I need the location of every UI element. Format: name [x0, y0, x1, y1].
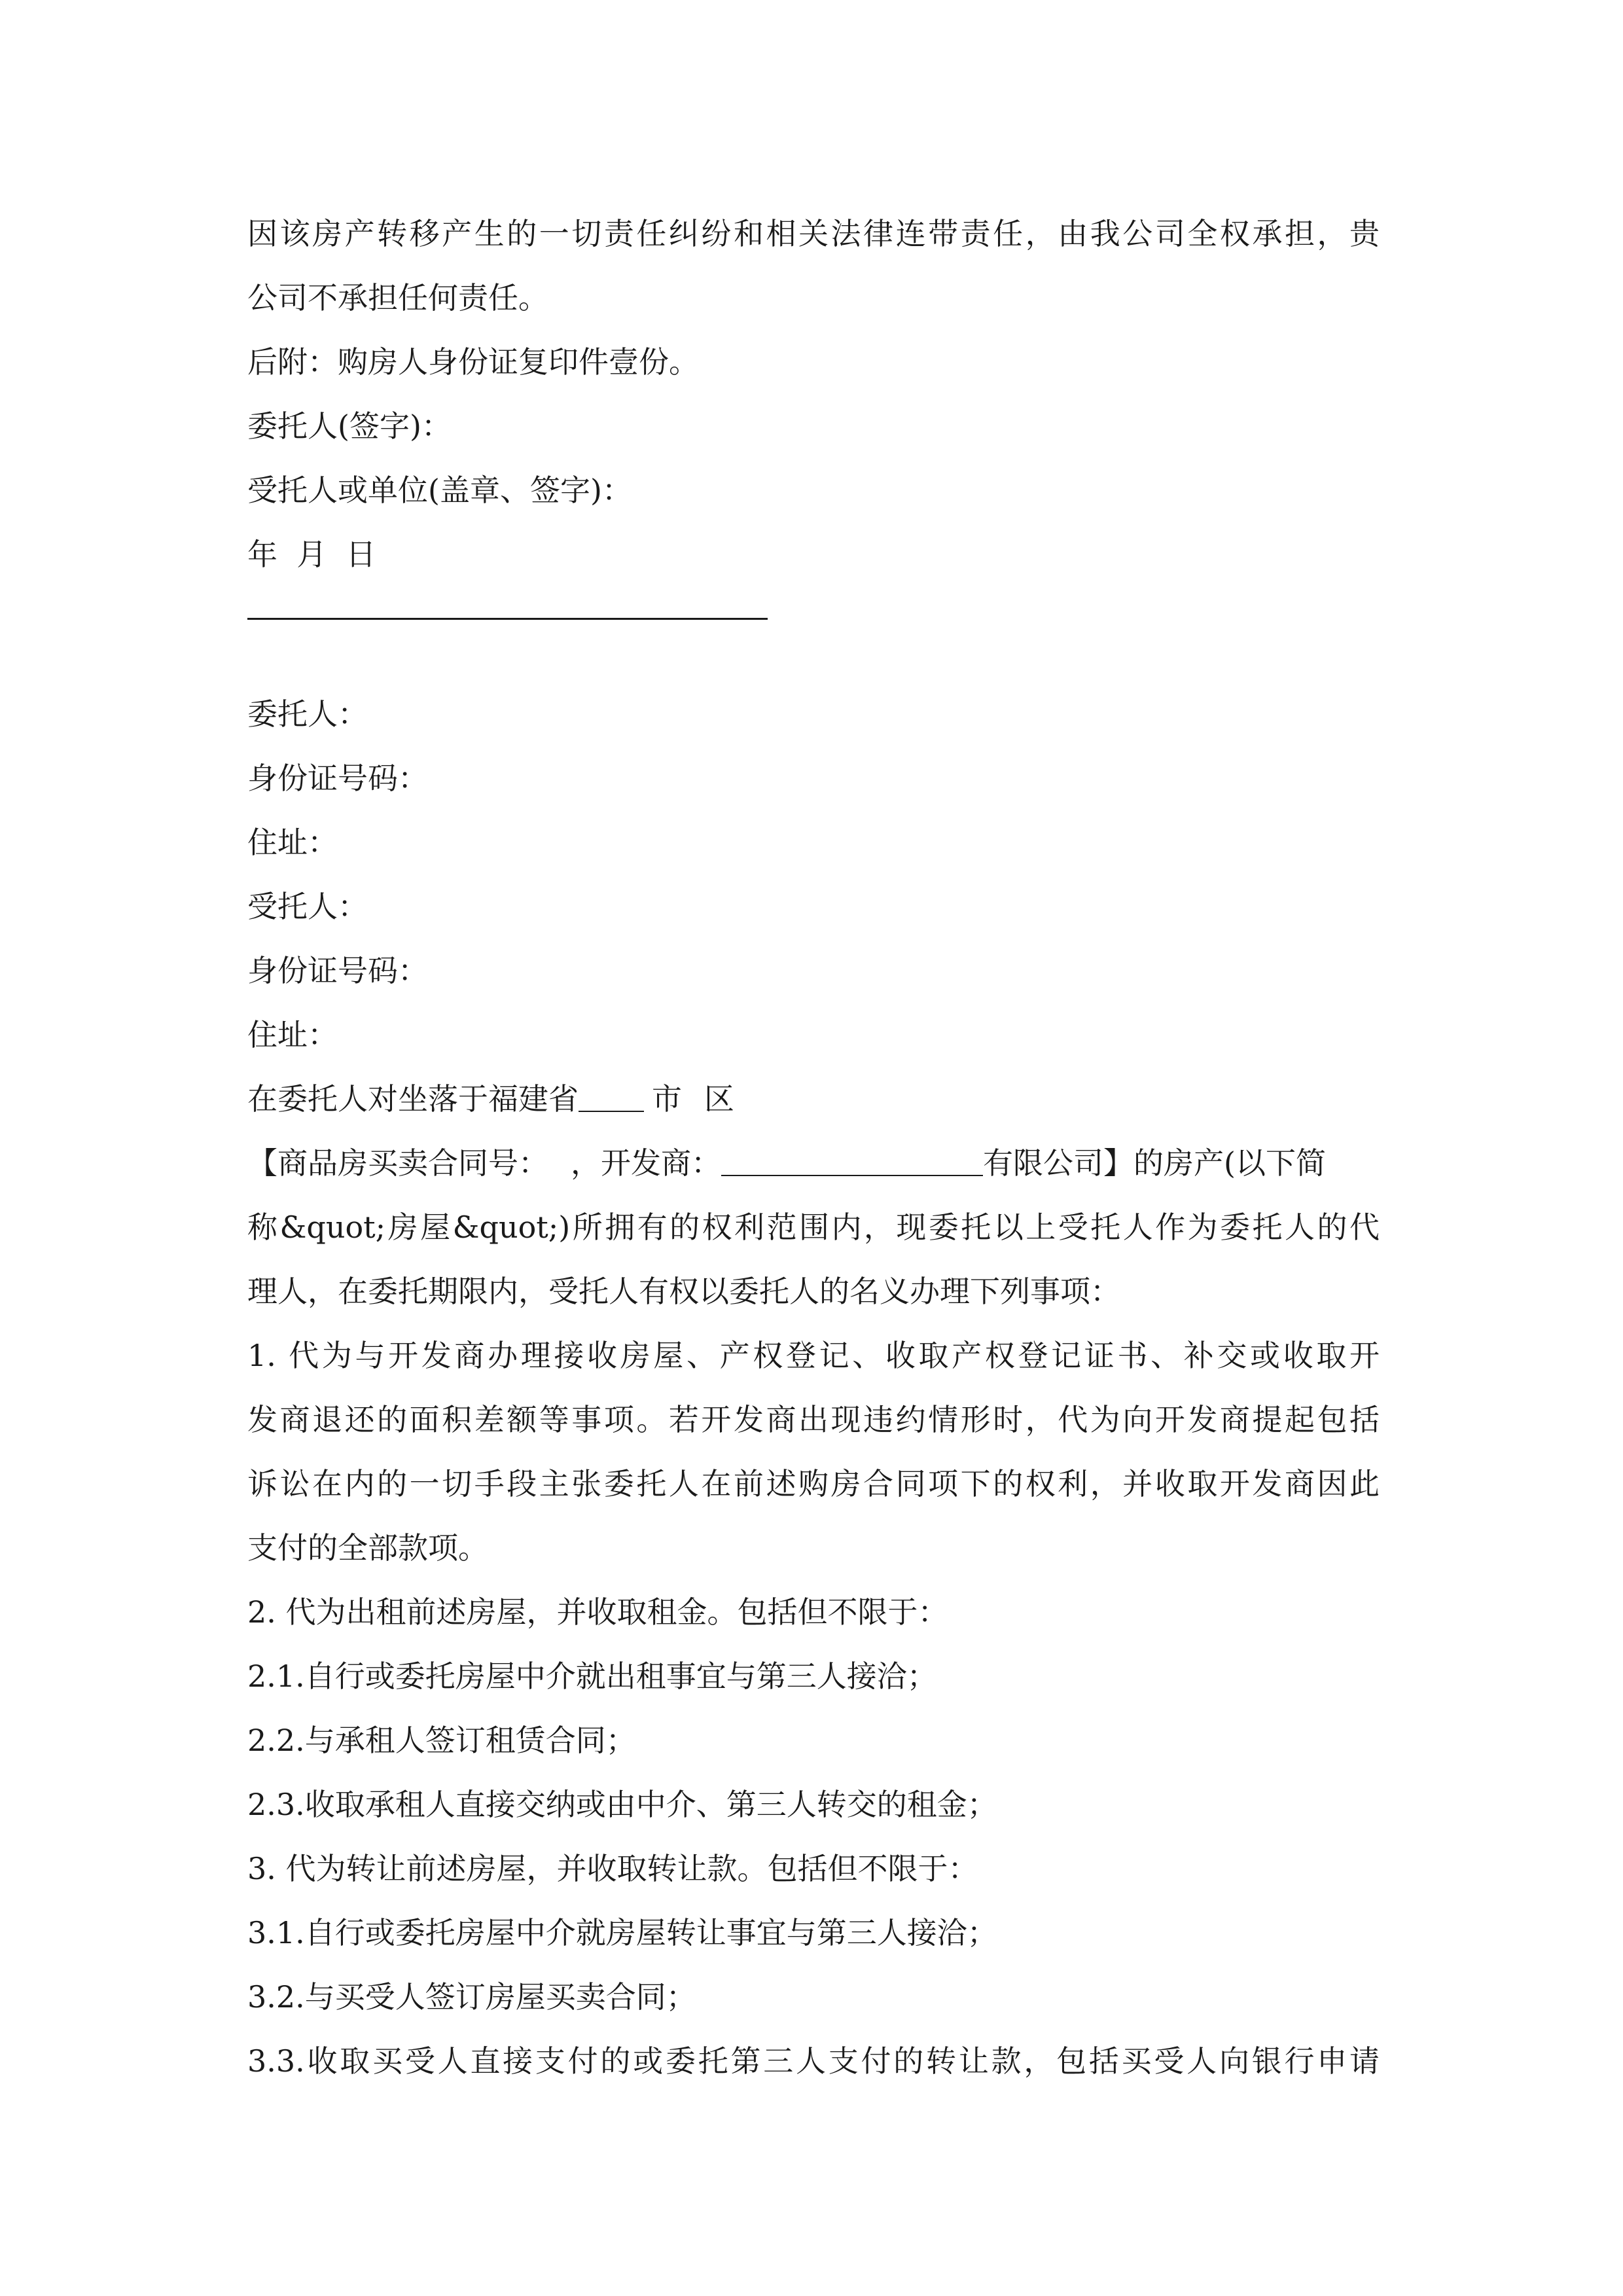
party-principal: 委托人： — [247, 696, 368, 732]
text-line: 公司不承担任何责任。 — [247, 280, 548, 315]
party-agent-id: 身份证号码： — [247, 953, 428, 988]
location-district: 区 — [704, 1081, 734, 1117]
date-line: 年 月 日 — [247, 537, 376, 572]
body-line: 发商退还的面积差额等事项。若开发商出现违约情形时，代为向开发商提起包括 — [247, 1402, 1380, 1437]
body-line: 支付的全部款项。 — [247, 1530, 488, 1566]
location-prefix: 在委托人对坐落于福建省 — [247, 1081, 579, 1117]
party-agent-address: 住址： — [247, 1017, 338, 1052]
location-line — [247, 1067, 1380, 1131]
body-line: 3.3.收取买受人直接支付的或委托第三人支付的转让款，包括买受人向银行申请 — [247, 2043, 1380, 2079]
body-line: 称&quot;房屋&quot;)所拥有的权利范围内，现委托以上受托人作为委托人的代 — [247, 1210, 1380, 1245]
contract-line — [247, 1131, 1380, 1195]
body-line: 诉讼在内的一切手段主张委托人在前述购房合同项下的权利，并收取开发商因此 — [247, 1466, 1380, 1501]
body-line: 2.3.收取承租人直接交纳或由中介、第三人转交的租金； — [247, 1787, 997, 1822]
signature-line-principal: 委托人(签字)： — [247, 408, 452, 444]
location-city: 市 — [652, 1081, 682, 1117]
separator — [247, 618, 1380, 682]
party-agent: 受托人： — [247, 889, 368, 924]
contract-number-blank — [548, 1150, 571, 1176]
separator-rule — [247, 618, 768, 620]
body-line: 2. 代为出租前述房屋，并收取租金。包括但不限于： — [247, 1594, 948, 1630]
signature-line-agent: 受托人或单位(盖章、签字)： — [247, 473, 632, 508]
party-principal-address: 住址： — [247, 825, 338, 860]
body-line: 1. 代为与开发商办理接收房屋、产权登记、收取产权登记证书、补交或收取开 — [247, 1338, 1380, 1373]
body-line: 理人，在委托期限内，受托人有权以委托人的名义办理下列事项： — [247, 1274, 1120, 1309]
body-line: 3.1.自行或委托房屋中介就房屋转让事宜与第三人接洽； — [247, 1915, 997, 1950]
developer-suffix: 有限公司】的房产(以下简 — [983, 1145, 1326, 1181]
document-page — [247, 202, 1380, 2093]
body-line: 2.2.与承租人签订租赁合同； — [247, 1723, 636, 1758]
city-blank — [682, 1086, 704, 1112]
body-line: 3.2.与买受人签订房屋买卖合同； — [247, 1979, 696, 2015]
developer-label: ，开发商： — [571, 1145, 721, 1181]
contract-number-label: 【商品房买卖合同号： — [247, 1145, 548, 1181]
party-principal-id: 身份证号码： — [247, 761, 428, 796]
text-line: 后附：购房人身份证复印件壹份。 — [247, 344, 699, 380]
province-blank — [579, 1085, 644, 1112]
body-line: 2.1.自行或委托房屋中介就出租事宜与第三人接洽； — [247, 1659, 937, 1694]
developer-blank — [721, 1149, 983, 1176]
body-line: 3. 代为转让前述房屋，并收取转让款。包括但不限于： — [247, 1851, 978, 1886]
text-line: 因该房产转移产生的一切责任纠纷和相关法律连带责任，由我公司全权承担，贵 — [247, 216, 1380, 251]
